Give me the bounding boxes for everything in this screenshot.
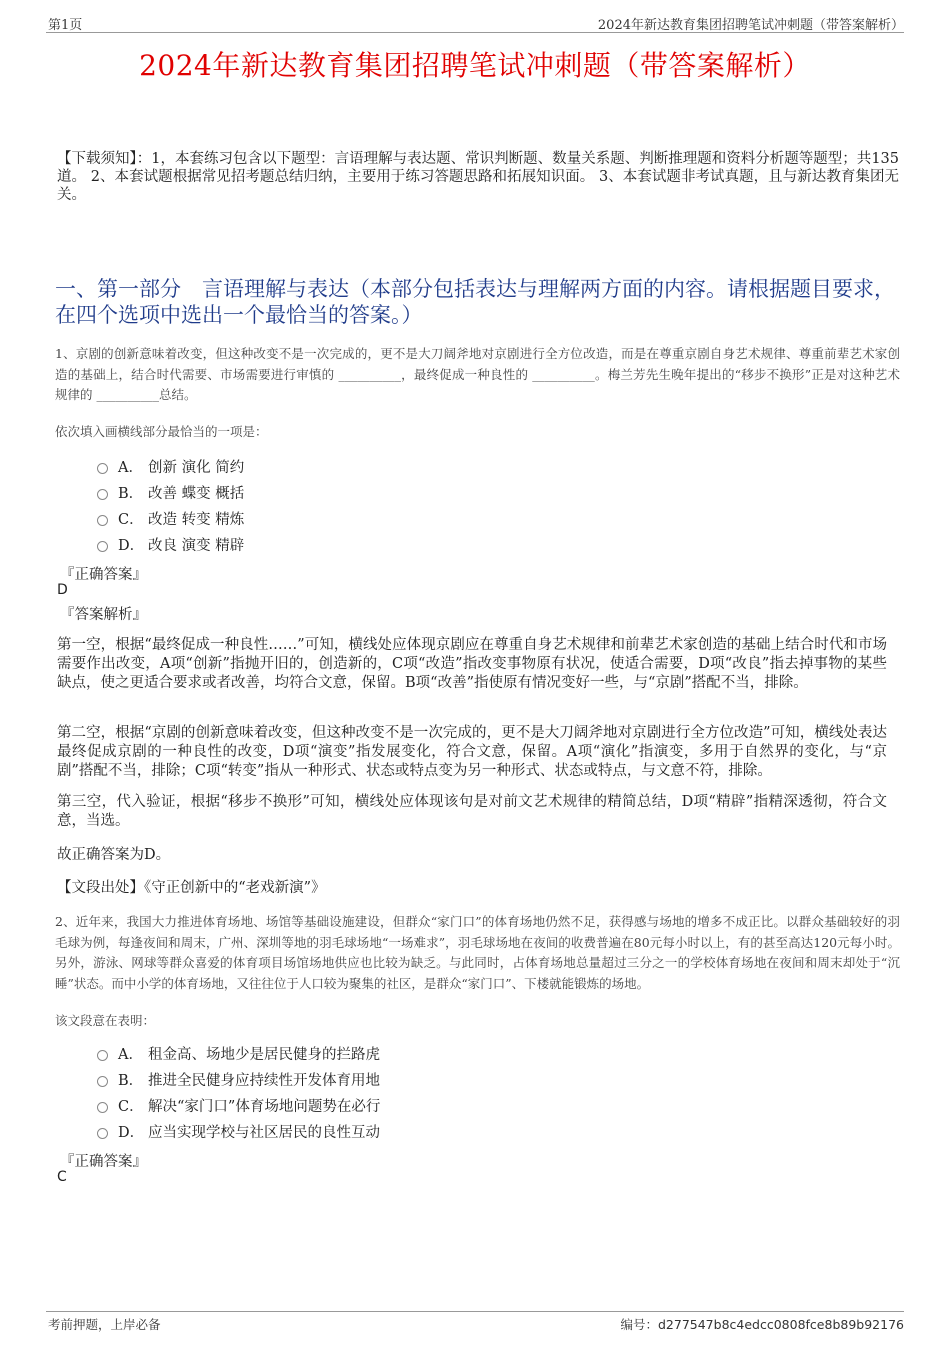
question-1-analysis-1: 第一空，根据“最终促成一种良性……”可知，横线处应体现京剧应在尊重自身艺术规律和前辈艺术家创造的基础上结合时代和市场需要作出改变，A项“创新”指抛开旧的，创造新的，C项“改造”指改变事物原有状况，使适合需要，D项“改良”指去掉事物的某些缺点，使之更适合要求或者改善，均符合文意，保留。B项“改善”指使原有情况变好一些，与“京剧”搭配不当，排除。	[57, 637, 887, 691]
header-doc-title: 2024年新达教育集团招聘笔试冲刺题（带答案解析）	[597, 18, 904, 33]
download-notice: 【下载须知】：1，本套练习包含以下题型：言语理解与表达题、常识判断题、数量关系题、判断推理题和资料分析题等题型；共135道。 2、本套试题根据常见招考题总结归纳，主要用于练习答题思路和拓展知识面。 3、本套试题非考试真题，且与新达教育集团无关。	[57, 151, 899, 203]
option-text: 解决“家门口”体育场地问题势在必行	[148, 1098, 381, 1115]
option-letter: D．	[118, 1124, 145, 1141]
radio-icon[interactable]	[97, 541, 108, 552]
option-letter: A．	[118, 1046, 143, 1063]
radio-icon[interactable]	[97, 1102, 108, 1113]
question-1-answer-label: 『正确答案』	[60, 567, 147, 583]
option-text: 租金高、场地少是居民健身的拦路虎	[148, 1046, 380, 1063]
question-1-text: 1、京剧的创新意味着改变，但这种改变不是一次完成的，更不是大刀阔斧地对京剧进行全方位改造，而是在尊重京剧自身艺术规律、尊重前辈艺术家创造的基础上，结合时代需要、市场需要进行审慎的 __________，最终促成一种良性的 __________。梅兰芳先生晚年提出的“移步不换形”正是对这种艺术规律的 __________总结。	[55, 346, 900, 402]
option-letter: B．	[118, 485, 144, 502]
question-2-option-a[interactable]	[97, 1043, 380, 1063]
page-number: 第1页	[48, 18, 83, 33]
radio-icon[interactable]	[97, 515, 108, 526]
question-2-option-d[interactable]	[97, 1121, 380, 1141]
footer-divider	[46, 1311, 904, 1312]
question-2-option-c[interactable]	[97, 1095, 380, 1115]
question-1-analysis-2: 第二空，根据“京剧的创新意味着改变，但这种改变不是一次完成的，更不是大刀阔斧地对京剧进行全方位改造”可知，横线处表达最终促成京剧的一种良性的改变，D项“演变”指发展变化，符合文意，保留。A项“演化”指演变，多用于自然界的变化，与“京剧”搭配不当，排除；C项“转变”指从一种形式、状态或特点变为另一种形式、状态或特点，与文意不符，排除。	[57, 725, 887, 779]
question-2-text: 2、近年来，我国大力推进体育场地、场馆等基础设施建设，但群众“家门口”的体育场地仍然不足，获得感与场地的增多不成正比。以群众基础较好的羽毛球为例，每逢夜间和周末，广州、深圳等地的羽毛球场地“一场难求”，羽毛球场地在夜间的收费普遍在80元每小时以上，有的甚至高达120元每小时。另外，游泳、网球等群众喜爱的体育项目场馆场地供应也比较为缺乏。与此同时，占体育场地总量超过三分之一的学校体育场地在夜间和周末却处于“沉睡”状态。而中小学的体育场地，又往往位于人口较为聚集的社区，是群众“家门口”、下楼就能锻炼的场地。	[55, 914, 900, 991]
question-2-option-b[interactable]	[97, 1069, 380, 1089]
footer-slogan: 考前押题，上岸必备	[48, 1317, 161, 1332]
section-heading: 一、第一部分 言语理解与表达（本部分包括表达与理解两方面的内容。请根据题目要求，在四个选项中选出一个最恰当的答案。）	[55, 277, 895, 327]
option-letter: B．	[118, 1072, 144, 1089]
option-text: 推进全民健身应持续性开发体育用地	[148, 1072, 380, 1089]
question-1-analysis-label: 『答案解析』	[60, 607, 147, 623]
option-letter: D．	[118, 537, 145, 554]
footer-code-label: 编号：	[620, 1317, 658, 1332]
question-2-answer: C	[57, 1169, 67, 1185]
option-letter: A．	[118, 459, 143, 476]
option-text: 改善 蝶变 概括	[148, 485, 245, 502]
question-1-option-c[interactable]	[97, 508, 244, 528]
question-1-answer: D	[57, 582, 68, 598]
radio-icon[interactable]	[97, 1128, 108, 1139]
question-1-analysis-4: 故正确答案为D。	[57, 847, 171, 863]
option-letter: C．	[118, 511, 144, 528]
radio-icon[interactable]	[97, 1076, 108, 1087]
question-1-prompt: 依次填入画横线部分最恰当的一项是：	[55, 424, 268, 439]
header-divider	[46, 32, 904, 33]
option-text: 创新 演化 简约	[148, 459, 245, 476]
question-1-option-a[interactable]	[97, 456, 244, 476]
option-text: 改造 转变 精炼	[148, 511, 245, 528]
footer-code	[620, 1315, 904, 1333]
question-2-prompt: 该文段意在表明：	[55, 1013, 156, 1028]
option-text: 改良 演变 精辟	[148, 537, 245, 554]
question-1-option-b[interactable]	[97, 482, 244, 502]
question-2-answer-label: 『正确答案』	[60, 1154, 147, 1170]
footer-code-value: d277547b8c4edcc0808fce8b89b92176	[657, 1317, 904, 1332]
radio-icon[interactable]	[97, 1050, 108, 1061]
question-1-analysis-3: 第三空，代入验证，根据“移步不换形”可知，横线处应体现该句是对前文艺术规律的精简总结，D项“精辟”指精深透彻，符合文意，当选。	[57, 794, 887, 829]
option-letter: C．	[118, 1098, 144, 1115]
question-1-option-d[interactable]	[97, 534, 244, 554]
question-1-source: 【文段出处】《守正创新中的“老戏新演”》	[57, 880, 326, 896]
option-text: 应当实现学校与社区居民的良性互动	[148, 1124, 380, 1141]
page-title: 2024年新达教育集团招聘笔试冲刺题（带答案解析）	[139, 49, 811, 82]
radio-icon[interactable]	[97, 489, 108, 500]
radio-icon[interactable]	[97, 463, 108, 474]
